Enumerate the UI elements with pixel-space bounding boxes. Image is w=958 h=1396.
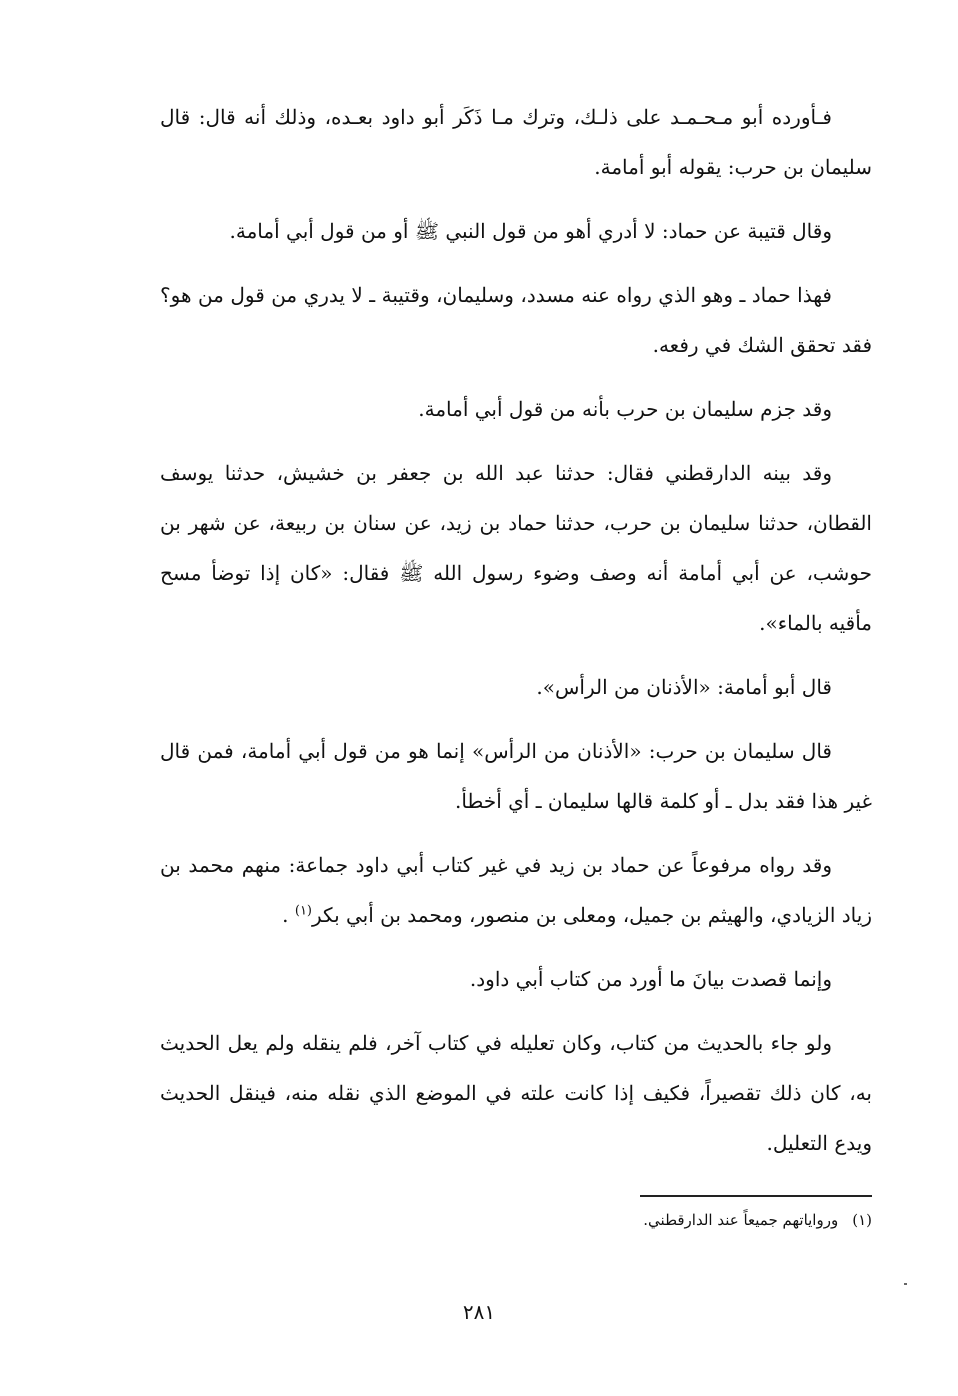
paragraph-8 (160, 840, 872, 940)
footnote (400, 1208, 872, 1232)
paragraph-3: فهذا حماد ـ وهو الذي رواه عنه مسدد، وسليمان، وقتيبة ـ لا يدري من قول من هو؟ فقد تحقق الشك في رفعه. (160, 283, 872, 357)
paragraph-2: وقال قتيبة عن حماد: لا أدري أهو من قول النبي ﷺ أو من قول أبي أمامة. (229, 219, 832, 243)
main-text (160, 92, 872, 1182)
paragraph-8-text: وقد رواه مرفوعاً عن حماد بن زيد في غير كتاب أبي داود جماعة: منهم محمد بن زياد الزيادي، والهيثم بن جميل، ومعلى بن منصور، ومحمد بن أبي بكر (160, 853, 872, 927)
paragraph-8-end: . (282, 903, 289, 927)
page-number: ٢٨١ (462, 1300, 496, 1324)
footnote-text: ورواياتهم جميعاً عند الدارقطني. (643, 1211, 839, 1229)
paragraph-5: وقد بينه الدارقطني فقال: حدثنا عبد الله بن جعفر بن خشيش، حدثنا يوسف القطان، حدثنا سليمان بن حرب، حدثنا حماد بن زيد، عن سنان بن ربيعة، عن شهر بن حوشب، عن أبي أمامة أنه وصف وضوء رسول الله ﷺ فقال: «كان إذا توضأ مسح مأقيه بالماء». (160, 461, 872, 635)
paragraph-10: ولو جاء بالحديث من كتاب، وكان تعليله في كتاب آخر، فلم ينقله ولم يعل الحديث به، كان ذلك تقصيراً، فكيف إذا كانت علته في الموضع الذي نقله منه، فينقل الحديث ويدع التعليل. (160, 1031, 872, 1155)
paragraph-4: وقد جزم سليمان بن حرب بأنه من قول أبي أمامة. (418, 397, 832, 421)
footnote-number: (١) (852, 1211, 872, 1229)
paragraph-6: قال أبو أمامة: «الأذنان من الرأس». (536, 675, 832, 699)
paragraph-9: وإنما قصدت بيانَ ما أورد من كتاب أبي داود. (469, 967, 832, 991)
footnote-separator (640, 1195, 872, 1197)
scan-speck (904, 1283, 907, 1285)
paragraph-7: قال سليمان بن حرب: «الأذنان من الرأس» إنما هو من قول أبي أمامة، فمن قال غير هذا فقد بدل ـ أو كلمة قالها سليمان ـ أي أخطأ. (160, 739, 872, 813)
footnote-reference[interactable]: (١) (294, 903, 312, 919)
paragraph-1: فـأورده أبو مـحـمـد على ذلـك، وترك مـا ذَكَر أبو داود بعـده، وذلك أنه قال: قال سليمان بن حرب: يقوله أبو أمامة. (160, 105, 872, 179)
